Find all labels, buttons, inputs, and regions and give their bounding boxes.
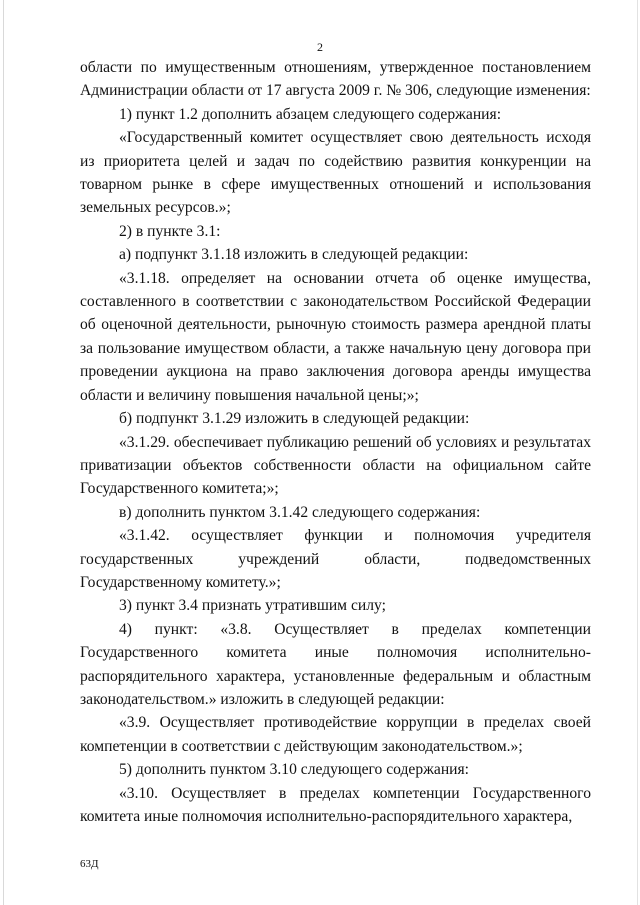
- paragraph: 4) пункт: «3.8. Осуществляет в пределах компетенции Государственного комитета иные полномочия исполнительно-распорядительного характера, установленные федеральным и областным законодательством.» изложить в следующей редакции:: [80, 620, 591, 708]
- paragraph: «Государственный комитет осуществляет свою деятельность исходя из приоритета целей и задач по содействию развития конкуренции на товарном рынке в сфере имущественных отношений и использования земельных ресурсов.»;: [80, 129, 591, 217]
- paragraph: в) дополнить пунктом 3.1.42 следующего содержания:: [119, 503, 481, 521]
- paragraph: 3) пункт 3.4 признать утратившим силу;: [119, 597, 386, 615]
- paragraph: «3.9. Осуществляет противодействие коррупции в пределах своей компетенции в соответствии с действующим законодательством.»;: [80, 714, 591, 755]
- paragraph: 2) в пункте 3.1:: [119, 222, 221, 240]
- paragraph: 1) пункт 1.2 дополнить абзацем следующего содержания:: [119, 105, 502, 123]
- paragraph: 5) дополнить пунктом 3.10 следующего содержания:: [119, 761, 470, 779]
- document-body: [80, 56, 591, 828]
- paragraph: а) подпункт 3.1.18 изложить в следующей редакции:: [119, 246, 469, 264]
- scan-edge-right: [637, 0, 638, 905]
- document-code: 63Д: [80, 858, 99, 870]
- page-number: 2: [317, 40, 323, 54]
- paragraph: б) подпункт 3.1.29 изложить в следующей редакции:: [119, 410, 470, 428]
- paragraph: области по имущественным отношениям, утвержденное постановлением Администрации области от 17 августа 2009 г. № 306, следующие изменения:: [80, 59, 591, 100]
- scan-edge-left: [3, 0, 4, 905]
- paragraph: «3.10. Осуществляет в пределах компетенции Государственного комитета иные полномочия исполнительно-распорядительного характера,: [80, 784, 591, 825]
- paragraph: «3.1.18. определяет на основании отчета об оценке имущества, составленного в соответствии с законодательством Российской Федерации об оценочной деятельности, рыночную стоимость размера арендной платы за пользование имуществом области, а также начальную цену договора при проведении аукциона на право заключения договора аренды имущества области и величину повышения начальной цены;»;: [80, 269, 591, 404]
- paragraph: «3.1.29. обеспечивает публикацию решений об условиях и результатах приватизации объектов собственности области на официальном сайте Государственного комитета;»;: [80, 433, 591, 498]
- paragraph: «3.1.42. осуществляет функции и полномочия учредителя государственных учреждений области, подведомственных Государственному комитету.»;: [80, 527, 591, 591]
